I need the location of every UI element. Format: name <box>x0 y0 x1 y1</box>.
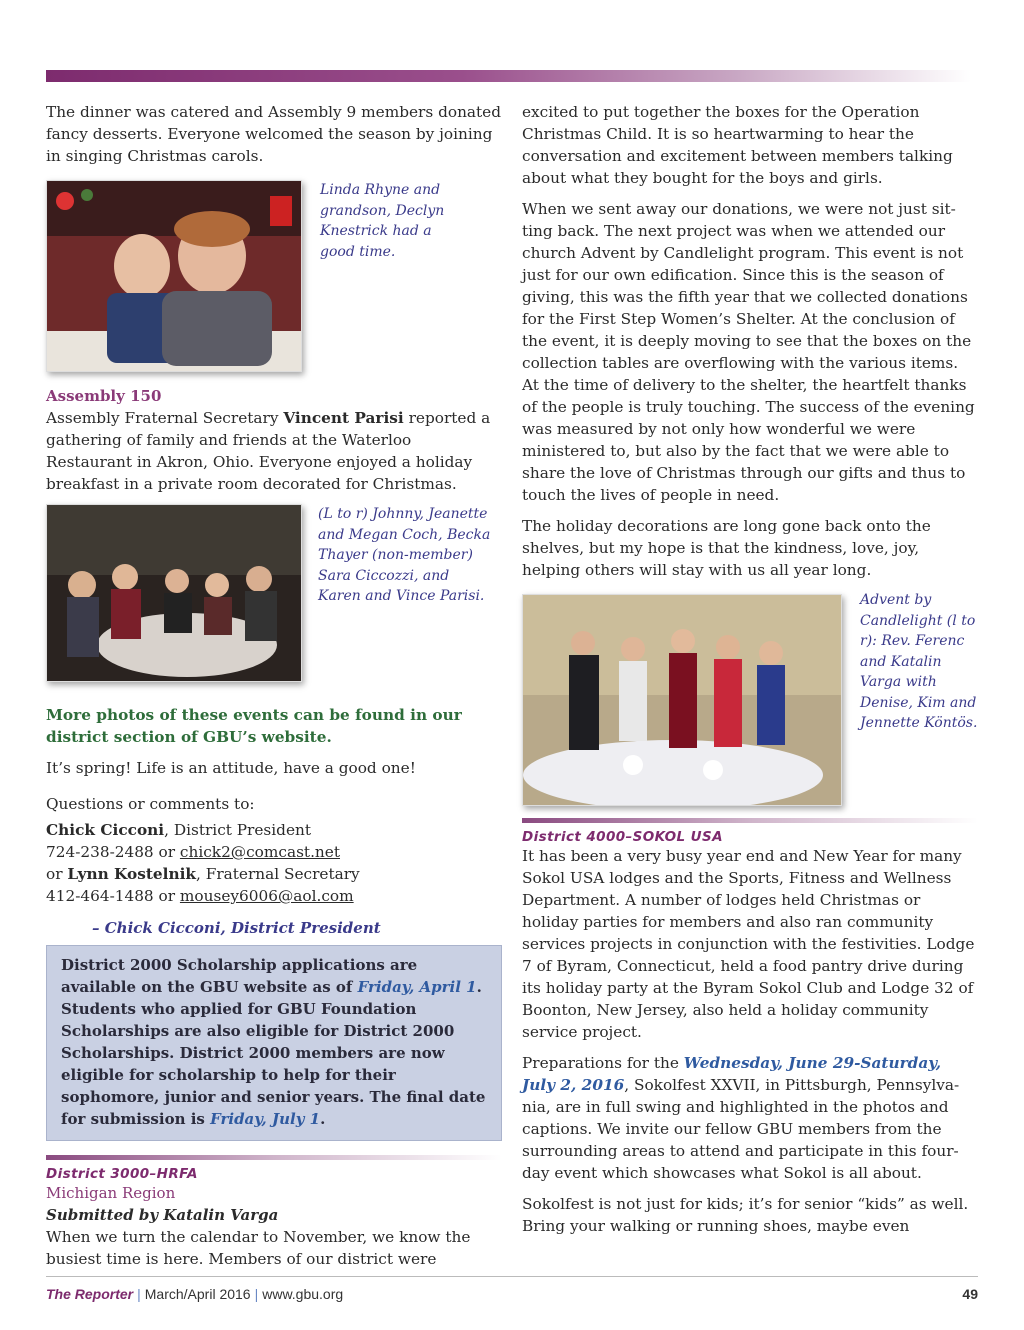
submitted-by: Submitted by Katalin Varga <box>46 1206 279 1224</box>
footer-issue: March/April 2016 <box>144 1286 251 1302</box>
page-footer <box>46 1276 978 1302</box>
footer-separator-2: | <box>254 1286 259 1302</box>
footer-separator: | <box>137 1286 141 1302</box>
district-4000-paragraph-2 <box>522 1052 978 1184</box>
photo1-row <box>46 180 502 372</box>
box-text-c: . <box>320 1110 326 1128</box>
district-4000-paragraph-3: Sokolfest is not just for kids; it’s for senior “kids” as well. Bring your walking or running shoes, maybe even <box>522 1195 969 1235</box>
contact2-phone: 412-464-1488 or <box>46 887 180 905</box>
intro-paragraph: The dinner was catered and Assembly 9 members donated fancy desserts. Everyone welcomed the season by joining in singing Christmas carols. <box>46 103 502 165</box>
district-4000-paragraph-1: It has been a very busy year end and New Year for many Sokol USA lodges and the Sports, Fitness and Wellness Department. A number of lodges held Christmas or holiday parties for members and also ran community services projects in conjunction with the festivities. Lodge 7 of Byram, Connecticut, held a food pantry drive during its holiday party at the Byram Sokol Club and Lodge 32 of Boonton, New Jersey, also held a holiday community service project. <box>522 847 975 1041</box>
assembly-150-paragraph <box>46 407 502 495</box>
contact2-prefix: or <box>46 865 68 883</box>
right-paragraph-3: The holiday decorations are long gone back onto the shelves, but my hope is that the kindness, love, joy, helping others will stay with us all year long. <box>522 517 931 579</box>
d4000-text-b: , Sokolfest XXVII, in Pittsburgh, Pennsylvania, are in full swing and highlighted in the photos and captions. We invite our fellow GBU members from the surrounding areas to attend and participate in this four-day event which showcases what Sokol is all about. <box>522 1076 960 1182</box>
assembly-name: Vincent Parisi <box>283 409 404 427</box>
more-photos-note: More photos of these events can be found in our district section of GBU’s website. <box>46 706 462 746</box>
assembly-text-2: reported a gathering of family and friends at the Waterloo Restaurant in Akron, Ohio. Everyone enjoyed a holiday breakfast in a private room decorated for Christmas. <box>46 409 491 493</box>
right-paragraph-2: When we sent away our donations, we were not just sitting back. The next project was when we attended our church Advent by Candlelight program. This event is not just for our own edification. Since this is the season of giving, this was the fifth year that we collected donations for the First Step Women’s Shelter. At the conclusion of the event, it is deeply moving to see that the boxes on the collection tables are overflowing with the various items. At the time of delivery to the shelter, the heartfelt thanks of the people is truly touching. The success of the evening was measured by not only how wonderful we were ministered to, but also by the fact that we were able to share the love of Christmas through our gifts and thus to touch the lives of people in need. <box>522 200 975 504</box>
box-text-a: District 2000 Scholarship applications are available on the GBU website as of <box>61 956 418 996</box>
page-number: 49 <box>962 1286 978 1302</box>
photo-advent-by-candlelight <box>522 594 842 806</box>
left-column <box>46 101 502 1279</box>
michigan-region-title: Michigan Region <box>46 1184 176 1202</box>
photo-coch-parisi-family <box>46 504 302 682</box>
questions-line: Questions or comments to: <box>46 795 255 813</box>
sokolfest-dates: Wednesday, June 29-Saturday, July 2, 2016 <box>522 1054 942 1094</box>
contact2-name: Lynn Kostelnik <box>67 865 196 883</box>
contact2-phone-line <box>46 885 502 907</box>
footer-site-link[interactable]: www.gbu.org <box>262 1286 344 1302</box>
contact1-name: Chick Cicconi <box>46 821 165 839</box>
right-paragraph-1: excited to put together the boxes for the Operation Christmas Child. It is so heartwarming to hear the conversation and excitement between members talking about what they bought for the boys and girls. <box>522 103 953 187</box>
contact1-role: , District President <box>164 821 312 839</box>
top-decorative-bar <box>46 70 971 82</box>
photo2-row <box>46 504 502 682</box>
district-4000-rule <box>522 818 978 823</box>
contact2-line <box>46 863 502 885</box>
box-date-1: Friday, April 1 <box>357 978 477 996</box>
box-date-2: Friday, July 1 <box>210 1110 321 1128</box>
photo1-caption: Linda Rhyne and grandson, Declyn Knestrick had a good time. <box>320 182 445 260</box>
spring-line: It’s spring! Life is an attitude, have a good one! <box>46 759 416 777</box>
contact2-email-link[interactable]: mousey6006@aol.com <box>179 887 354 905</box>
district-3000-header: District 3000–HRFA <box>46 1166 198 1182</box>
contact1-email-link[interactable]: chick2@comcast.net <box>179 843 340 861</box>
district-4000-header: District 4000–SOKOL USA <box>522 829 723 845</box>
footer-brand: The Reporter <box>46 1286 134 1302</box>
scholarship-notice-box <box>46 945 502 1141</box>
photo2-caption: (L to r) Johnny, Jeanette and Megan Coch, Becka Thayer (non-member) Sara Ciccozzi, and Karen and Vince Parisi. <box>318 506 491 604</box>
contact1-phone: 724-238-2488 or <box>46 843 180 861</box>
signature-line: – Chick Cicconi, District President <box>92 919 381 937</box>
contact1-line <box>46 819 502 841</box>
right-column <box>522 101 978 1246</box>
district-3000-paragraph: When we turn the calendar to November, we know the busiest time is here. Members of our district were <box>46 1228 471 1268</box>
box-text-b: . Students who applied for GBU Foundation Scholarships are also eligible for District 2000 Scholarships. District 2000 members are now eligible for scholarship to help for their sophomore, junior and senior years. The final date for submission is <box>61 978 486 1128</box>
photo3-row <box>522 590 978 806</box>
contact1-phone-line <box>46 841 502 863</box>
assembly-150-title: Assembly 150 <box>46 387 162 405</box>
contact2-role: , Fraternal Secretary <box>195 865 360 883</box>
d4000-text-a: Preparations for the <box>522 1054 684 1072</box>
district-3000-rule <box>46 1155 502 1160</box>
assembly-text-1: Assembly Fraternal Secretary <box>46 409 284 427</box>
photo3-caption: Advent by Candlelight (l to r): Rev. Ferenc and Katalin Varga with Denise, Kim and Jennette Köntös. <box>860 592 978 731</box>
photo-linda-declyn <box>46 180 302 372</box>
